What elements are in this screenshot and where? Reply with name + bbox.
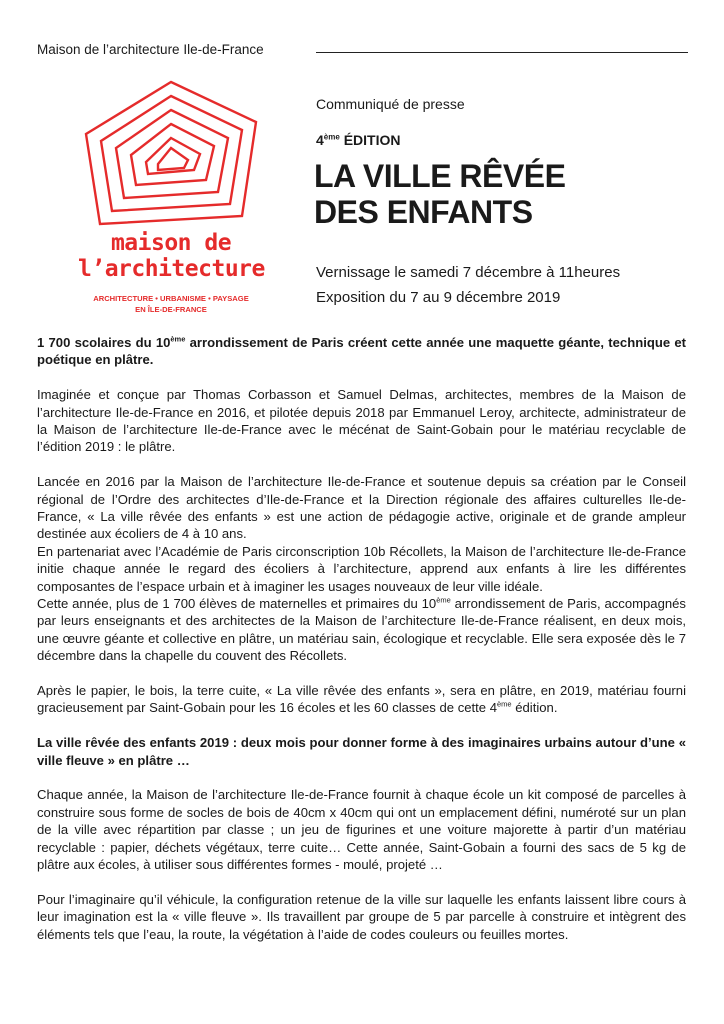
logo-wordmark: maison de l’architecture: [78, 230, 265, 282]
paragraph: Après le papier, le bois, la terre cuite, « La ville rêvée des enfants », sera en plâtre, en 2019, matériau fourni gracieusement par Saint-Gobain pour les 16 écoles et les 60 classes de cette 4ème édition.: [37, 683, 686, 716]
paragraph: Pour l’imaginaire qu’il véhicule, la configuration retenue de la ville sur laquelle les enfants laissent libre cours à leur imagination est la « ville fleuve ». Ils travaillent par groupe de 5 par parcelle à construire et intègrent des éléments tels que l’eau, la route, la végétation à l’aide de codes couleurs ou feuilles mortes.: [37, 891, 686, 942]
exposition-line: Exposition du 7 au 9 décembre 2019: [316, 289, 561, 306]
maison-architecture-logo: [78, 78, 264, 328]
press-release-label: Communiqué de presse: [316, 96, 465, 112]
logo-tagline: ARCHITECTURE • URBANISME • PAYSAGE EN ÎLE-DE-FRANCE: [93, 294, 249, 314]
vernissage-line: Vernissage le samedi 7 décembre à 11heures: [316, 264, 621, 281]
house-outline-icon: [78, 78, 264, 228]
edition-label: 4ème ÉDITION: [316, 132, 401, 148]
section-heading: La ville rêvée des enfants 2019 : deux mois pour donner forme à des imaginaires urbains autour d’une « ville fleuve » en plâtre …: [37, 735, 686, 768]
paragraph: Lancée en 2016 par la Maison de l’architecture Ile-de-France et soutenue depuis sa création par le Conseil régional de l’Ordre des architectes d’Ile-de-France et la Direction régionale des affaires culturelles Ile-de-France, « La ville rêvée des enfants » est une action de pédagogie active, originale et de grande ampleur destinée aux écoliers de 4 à 10 ans.: [37, 474, 686, 542]
page-title: LA VILLE RÊVÉE DES ENFANTS: [314, 158, 566, 230]
event-dates: [316, 260, 620, 310]
lead-paragraph: 1 700 scolaires du 10ème arrondissement de Paris créent cette année une maquette géante, technique et poétique en plâtre.: [37, 334, 686, 368]
paragraph: Imaginée et conçue par Thomas Corbasson et Samuel Delmas, architectes, membres de la Maison de l’architecture Ile-de-France en 2016, et pilotée depuis 2018 par Emmanuel Leroy, architecte, administrateur de la Maison de l’architecture Ile-de-France avec le mécénat de Saint-Gobain pour le matériau recyclable de l’édition 2019 : le plâtre.: [37, 387, 686, 455]
paragraph: En partenariat avec l’Académie de Paris circonscription 10b Récollets, la Maison de l’architecture Ile-de-France initie chaque année le regard des écoliers à l’architecture, apprend aux enfants à lire les différentes composantes de l’espace urbain et à imaginer les usages nouveaux de leur ville idéale.: [37, 543, 686, 594]
paragraph: Chaque année, la Maison de l’architecture Ile-de-France fournit à chaque école un kit composé de parcelles à construire sous forme de socles de bois de 40cm x 40cm qui ont un emplacement défini, numéroté sur un plan de la ville avec répartition par classe ; un jeu de figurines et une voiture majorette à partir d’un matériau recyclable : papier, déchets végétaux, terre cuite… Cette année, Saint-Gobain a fourni des sacs de 5 kg de plâtre aux écoles, à utiliser sous différentes formes - moulé, projeté …: [37, 787, 686, 873]
article-body: [37, 334, 686, 961]
paragraph: Cette année, plus de 1 700 élèves de maternelles et primaires du 10ème arrondissement de Paris, accompagnés par leurs enseignants et des architectes de la Maison de l’architecture Ile-de-France réalisent, en deux mois, une œuvre géante et collective en plâtre, un matériau sain, écologique et recyclable. Elle sera exposée dès le 7 décembre dans la chapelle du couvent des Récollets.: [37, 595, 686, 664]
organization-name: Maison de l’architecture Ile-de-France: [37, 42, 264, 57]
header-rule: [316, 52, 688, 53]
